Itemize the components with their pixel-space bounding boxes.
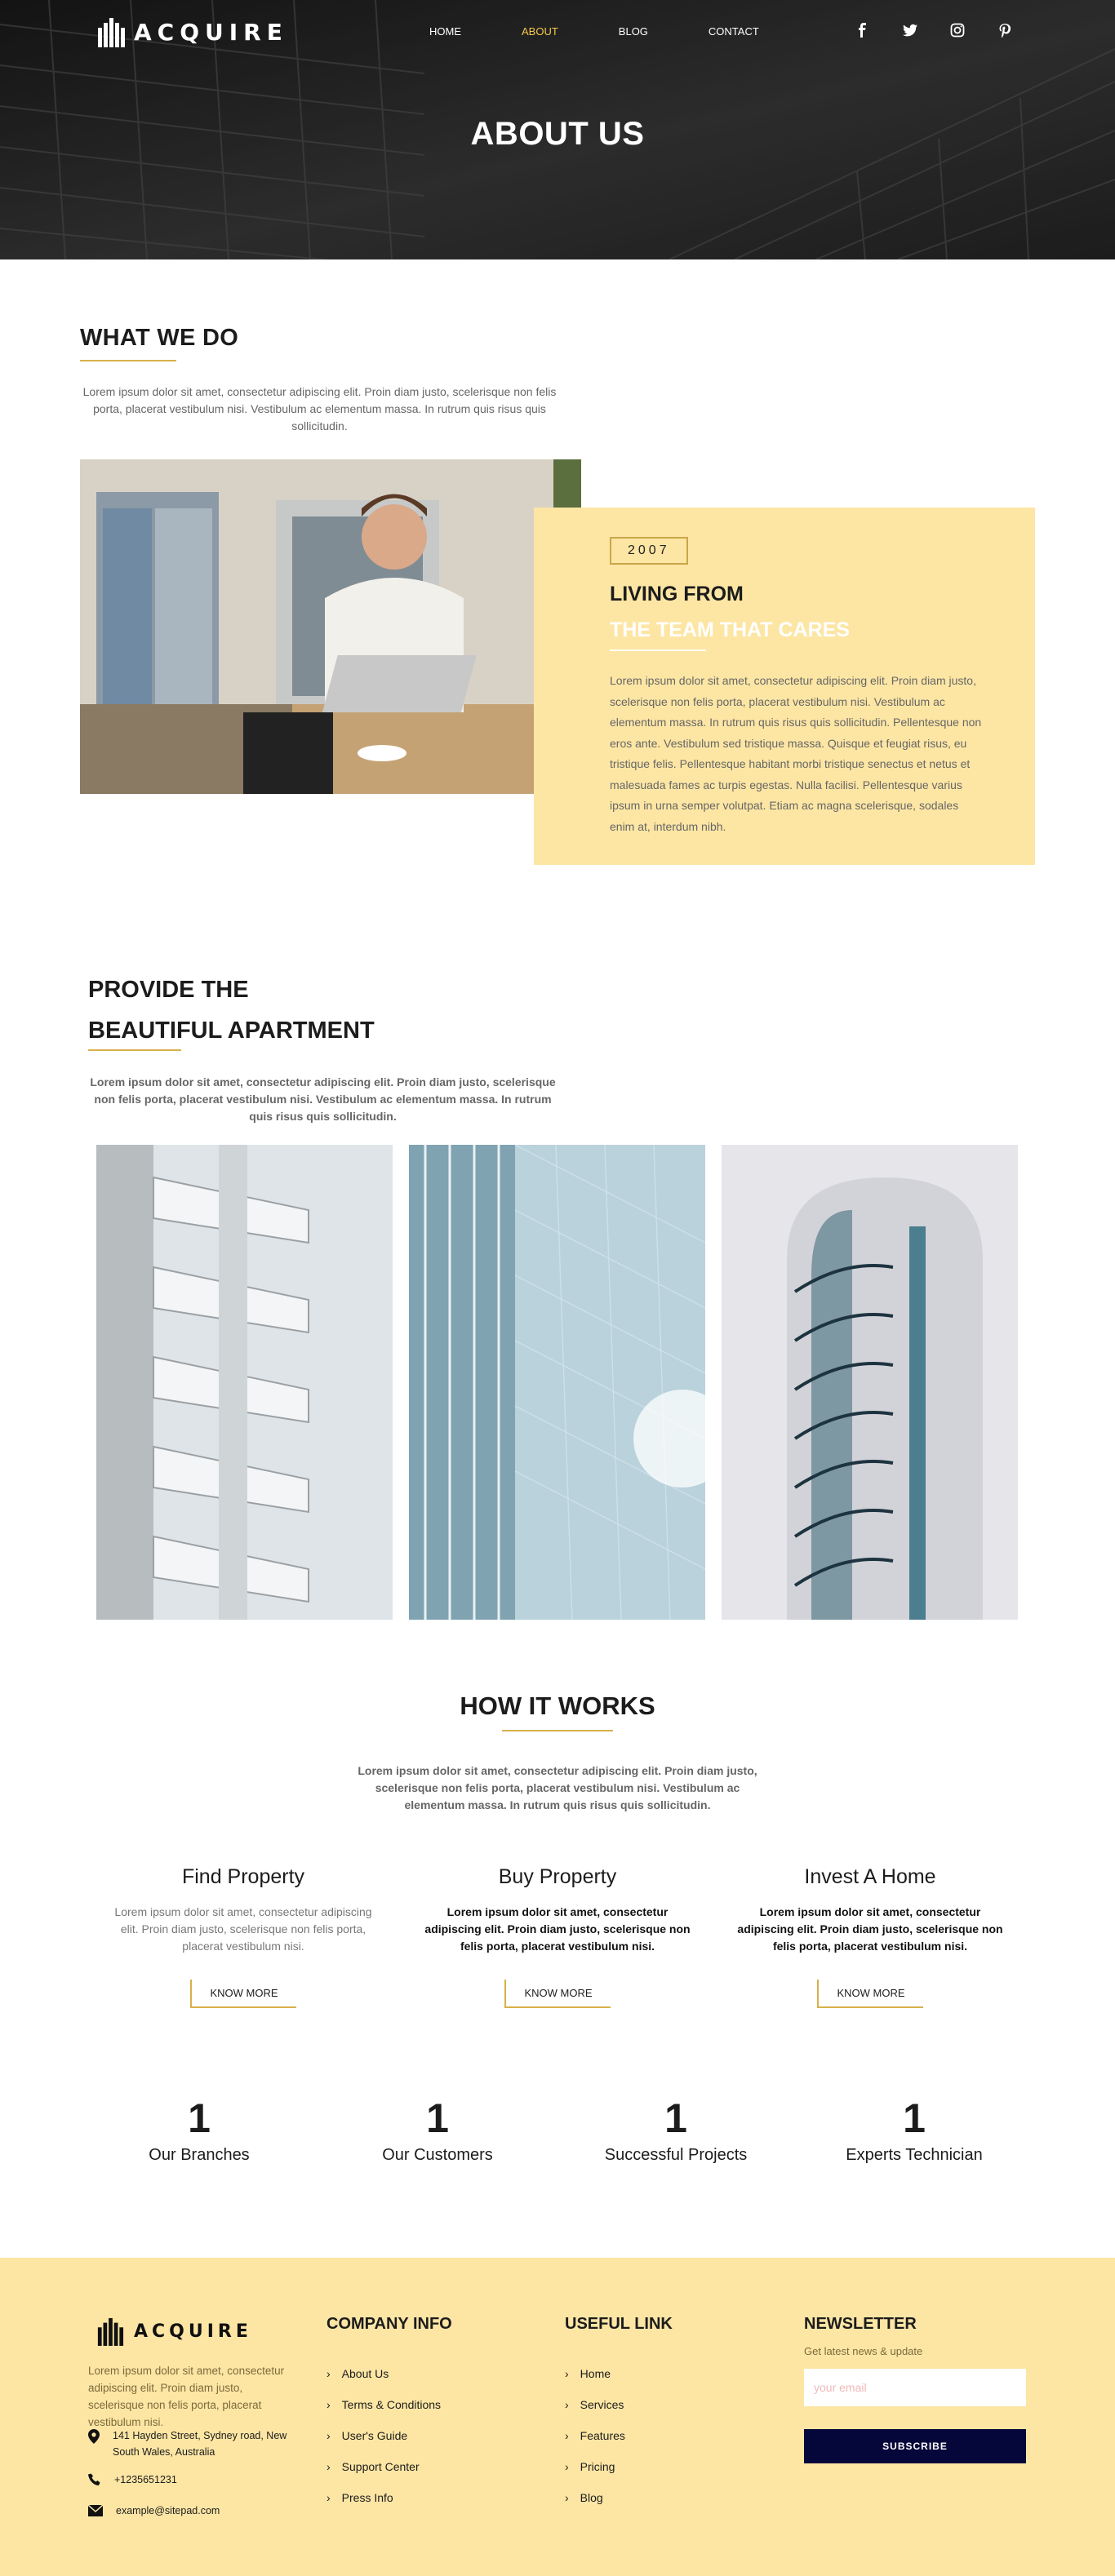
footer-email	[88, 2503, 220, 2519]
subscribe-button[interactable]: SUBSCRIBE	[804, 2429, 1026, 2463]
stat-customers	[340, 2095, 535, 2165]
chevron-right-icon: ›	[327, 2491, 331, 2504]
step-text: Lorem ipsum dolor sit amet, consectetur adipiscing elit. Proin diam justo, scelerisque non felis porta, placerat vestibulum nisi.	[114, 1905, 372, 1953]
footer-link-terms[interactable]	[327, 2389, 452, 2420]
step-text: Lorem ipsum dolor sit amet, consectetur adipiscing elit. Proin diam justo, scelerisque non felis porta, placerat vestibulum nisi.	[737, 1905, 1003, 1953]
what-we-do-heading	[80, 325, 238, 361]
footer-link-support-center[interactable]	[327, 2451, 452, 2482]
provide-heading	[88, 969, 375, 1051]
facebook-icon[interactable]	[855, 22, 871, 38]
chevron-right-icon: ›	[327, 2429, 331, 2442]
nav-item-about[interactable]: ABOUT	[522, 25, 558, 38]
stat-value: 1	[188, 2095, 211, 2141]
link-label: User's Guide	[341, 2429, 408, 2442]
footer-link-services[interactable]	[565, 2389, 673, 2420]
chevron-right-icon: ›	[565, 2398, 569, 2411]
footer-phone	[88, 2472, 177, 2488]
chevron-right-icon: ›	[327, 2367, 331, 2380]
title-underline	[502, 1730, 613, 1731]
how-it-works-text: Lorem ipsum dolor sit amet, consectetur adipiscing elit. Proin diam justo, scelerisque non felis porta, placerat vestibulum nisi. Vestibulum ac elementum massa. In rutrum quis risus quis sollicitudin.	[358, 1764, 757, 1811]
link-label: Home	[580, 2367, 611, 2380]
pinterest-icon[interactable]	[997, 22, 1013, 38]
site-footer	[0, 2258, 1115, 2576]
hero-banner	[0, 0, 1115, 259]
footer-link-press-info[interactable]	[327, 2482, 452, 2513]
envelope-icon	[88, 2505, 103, 2516]
businessman-photo	[80, 459, 581, 794]
step-invest-home	[731, 1865, 1009, 2008]
card-text: Lorem ipsum dolor sit amet, consectetur adipiscing elit. Proin diam justo, scelerisque non felis porta, placerat vestibulum nisi. Vestibulum ac elementum massa. In rutrum quis risus quis sollicitudin. Pellentesque non eros ante. Vestibulum sed tristique massa. Quisque et feugiat risus, eu tristique felis. Pellentesque habitant morbi tristique senectus et netus et malesuada fames ac turpis egestas. Nulla facilisi. Pellentesque varius ipsum in urna semper volutpat. Etiam ac magna scelerisque, sodales enim at, interdum nibh.	[610, 674, 982, 833]
year-badge: 2007	[610, 537, 688, 565]
step-title: Find Property	[181, 1865, 305, 1888]
phone-text[interactable]: +1235651231	[114, 2474, 177, 2485]
provide-title-line-1: PROVIDE THE	[88, 977, 249, 1003]
title-underline	[88, 1049, 181, 1051]
chevron-right-icon: ›	[565, 2460, 569, 2473]
card-heading: LIVING FROM	[610, 583, 744, 605]
nav-menu	[429, 25, 759, 38]
card-subheading: THE TEAM THAT CARES	[610, 619, 850, 641]
stat-projects	[578, 2095, 774, 2165]
stat-label: Our Customers	[382, 2146, 493, 2164]
building-logo-icon	[96, 2317, 124, 2346]
nav-item-blog[interactable]: BLOG	[618, 25, 648, 38]
provide-title-line-2: BEAUTIFUL APARTMENT	[88, 1018, 375, 1044]
page-title: ABOUT US	[470, 116, 645, 152]
provide-text: Lorem ipsum dolor sit amet, consectetur adipiscing elit. Proin diam justo, scelerisque non felis porta, placerat vestibulum nisi. Vestibulum ac elementum massa. In rutrum quis risus quis sollicitudin.	[90, 1075, 556, 1123]
footer-link-pricing[interactable]	[565, 2451, 673, 2482]
how-it-works-title: HOW IT WORKS	[460, 1691, 655, 1720]
chevron-right-icon: ›	[327, 2460, 331, 2473]
brand-name: ACQUIRE	[134, 2321, 252, 2342]
social-links	[855, 22, 1013, 38]
link-label: Terms & Conditions	[341, 2398, 442, 2411]
history-card	[534, 508, 1035, 865]
link-label: Support Center	[341, 2460, 420, 2473]
chevron-right-icon: ›	[565, 2491, 569, 2504]
footer-link-users-guide[interactable]	[327, 2420, 452, 2451]
know-more-button[interactable]: KNOW MORE	[190, 1980, 295, 2008]
apartment-gallery	[96, 1145, 1018, 1620]
chevron-right-icon: ›	[565, 2429, 569, 2442]
stat-value: 1	[903, 2095, 926, 2141]
footer-link-features[interactable]	[565, 2420, 673, 2451]
newsletter-column	[804, 2315, 1115, 2463]
link-label: Pricing	[580, 2460, 615, 2473]
step-text: Lorem ipsum dolor sit amet, consectetur adipiscing elit. Proin diam justo, scelerisque non felis porta, placerat vestibulum nisi.	[424, 1905, 691, 1953]
footer-link-blog[interactable]	[565, 2482, 673, 2513]
stat-value: 1	[664, 2095, 687, 2141]
section-title: WHAT WE DO	[80, 325, 239, 351]
step-find-property	[104, 1865, 382, 2008]
stat-value: 1	[426, 2095, 449, 2141]
instagram-icon[interactable]	[949, 22, 966, 38]
email-text[interactable]: example@sitepad.com	[116, 2505, 220, 2516]
phone-icon	[88, 2473, 101, 2486]
brand-name: ACQUIRE	[134, 18, 288, 46]
column-heading: USEFUL LINK	[565, 2315, 673, 2333]
know-more-button[interactable]: KNOW MORE	[504, 1980, 610, 2008]
building-logo-icon	[96, 16, 126, 47]
know-more-button[interactable]: KNOW MORE	[817, 1980, 922, 2008]
twitter-icon[interactable]	[902, 22, 918, 38]
title-underline	[80, 360, 176, 361]
link-label: Blog	[580, 2491, 603, 2504]
address-text: 141 Hayden Street, Sydney road, New South Wales, Australia	[113, 2430, 287, 2458]
what-we-do-text: Lorem ipsum dolor sit amet, consectetur adipiscing elit. Proin diam justo, scelerisque non felis porta, placerat vestibulum nisi. Vestibulum ac elementum massa. In rutrum quis risus quis sollicitudin.	[82, 385, 557, 432]
stat-technicians	[816, 2095, 1012, 2165]
step-title: Invest A Home	[804, 1865, 936, 1888]
link-label: About Us	[341, 2367, 389, 2380]
stat-branches	[101, 2095, 297, 2165]
step-buy-property	[419, 1865, 696, 2008]
chevron-right-icon: ›	[565, 2367, 569, 2380]
step-title: Buy Property	[498, 1865, 617, 1888]
gallery-image-balconies[interactable]	[96, 1145, 393, 1620]
link-label: Press Info	[341, 2491, 393, 2504]
gallery-image-glass-facade[interactable]	[409, 1145, 705, 1620]
newsletter-subtitle: Get latest news & update	[804, 2345, 923, 2357]
chevron-right-icon: ›	[327, 2398, 331, 2411]
link-label: Services	[580, 2398, 624, 2411]
nav-item-contact[interactable]: CONTACT	[708, 25, 759, 38]
newsletter-email-input[interactable]	[804, 2369, 1026, 2406]
column-heading: NEWSLETTER	[804, 2315, 917, 2333]
company-info-column	[327, 2315, 452, 2513]
map-pin-icon	[88, 2429, 100, 2444]
useful-link-column	[565, 2315, 673, 2513]
footer-logo[interactable]	[96, 2317, 252, 2346]
stat-label: Experts Technician	[846, 2146, 983, 2164]
footer-about-text: Lorem ipsum dolor sit amet, consectetur adipiscing elit. Proin diam justo, scelerisque non felis porta, placerat vestibulum nisi.	[88, 2365, 285, 2428]
link-label: Features	[580, 2429, 625, 2442]
footer-link-about-us[interactable]	[327, 2358, 452, 2389]
footer-address	[88, 2427, 300, 2460]
stat-label: Our Branches	[149, 2146, 250, 2164]
stat-label: Successful Projects	[604, 2146, 748, 2164]
nav-item-home[interactable]: HOME	[429, 25, 461, 38]
brand-logo[interactable]	[96, 16, 288, 47]
gallery-image-tower[interactable]	[722, 1145, 1018, 1620]
column-heading: COMPANY INFO	[327, 2315, 452, 2333]
top-navigation	[0, 0, 1115, 64]
footer-link-home[interactable]	[565, 2358, 673, 2389]
card-underline	[610, 650, 706, 651]
